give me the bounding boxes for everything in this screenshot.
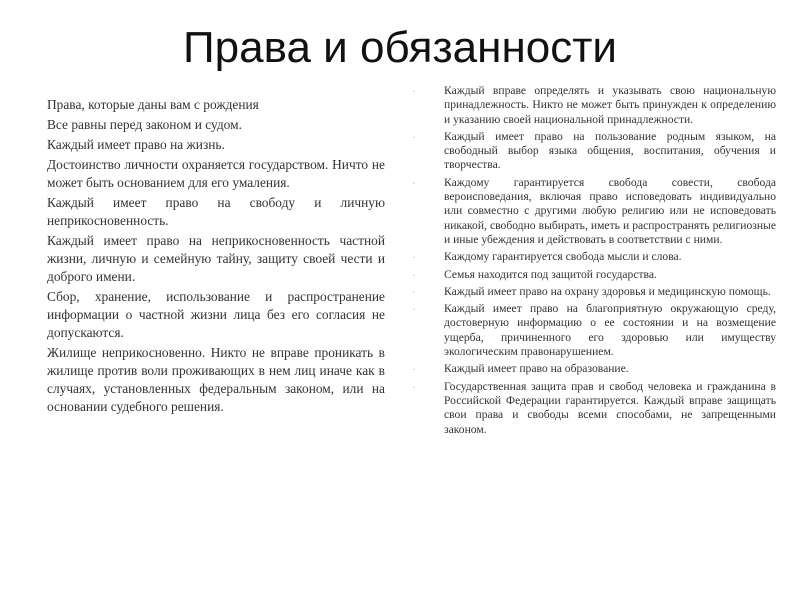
left-item: Достоинство личности охраняется государством. Ничто не может быть основанием для его умаления. — [47, 157, 385, 190]
right-item: · Государственная защита прав и свобод человека и гражданина в Российской Федерации гарантируется. Каждый вправе защищать свои права и свободы всеми способами, не запрещенными законом. — [444, 380, 776, 437]
left-item: Каждый имеет право на свободу и личную неприкосновенность. — [47, 195, 385, 228]
left-item: Жилище неприкосновенно. Никто не вправе проникать в жилище против воли проживающих в нем лиц иначе как в случаях, установленных федеральным законом, или на основании судебного решения. — [47, 345, 385, 414]
left-item: Каждый имеет право на жизнь. — [47, 137, 225, 152]
left-item: Каждый имеет право на неприкосновенность частной жизни, личную и семейную тайну, защиту своей чести и доброго имени. — [47, 233, 385, 284]
right-item: · Каждому гарантируется свобода совести, свобода вероисповедания, включая право исповедовать индивидуально или совместно с другими любую религию или не исповедовать никакой, свободно выбирать, иметь и распространять религиозные и иные убеждения и действовать в соответствии с ними. — [444, 176, 776, 247]
right-item: · Каждый имеет право на благоприятную окружающую среду, достоверную информацию о ее состоянии и на возмещение ущерба, причиненного его здоровью или имуществу экологическим правонарушением. — [444, 302, 776, 359]
right-item: · Каждый имеет право на образование. — [444, 362, 776, 376]
right-item: · Каждому гарантируется свобода мысли и слова. — [444, 250, 776, 264]
right-column — [444, 84, 776, 440]
left-item: Сбор, хранение, использование и распространение информации о частной жизни лица без его согласия не допускаются. — [47, 289, 385, 340]
right-item: · Семья находится под защитой государства. — [444, 268, 776, 282]
right-item: · Каждый вправе определять и указывать свою национальную принадлежность. Никто не может быть принужден к определению и указанию своей национальной принадлежности. — [444, 84, 776, 127]
slide-title: Права и обязанности — [183, 23, 617, 72]
left-item: Права, которые даны вам с рождения — [47, 97, 259, 112]
right-item: · Каждый имеет право на пользование родным языком, на свободный выбор языка общения, воспитания, обучения и творчества. — [444, 130, 776, 173]
right-item: · Каждый имеет право на охрану здоровья и медицинскую помощь. — [444, 285, 776, 299]
left-item: Все равны перед законом и судом. — [47, 117, 242, 132]
left-column — [47, 96, 385, 418]
